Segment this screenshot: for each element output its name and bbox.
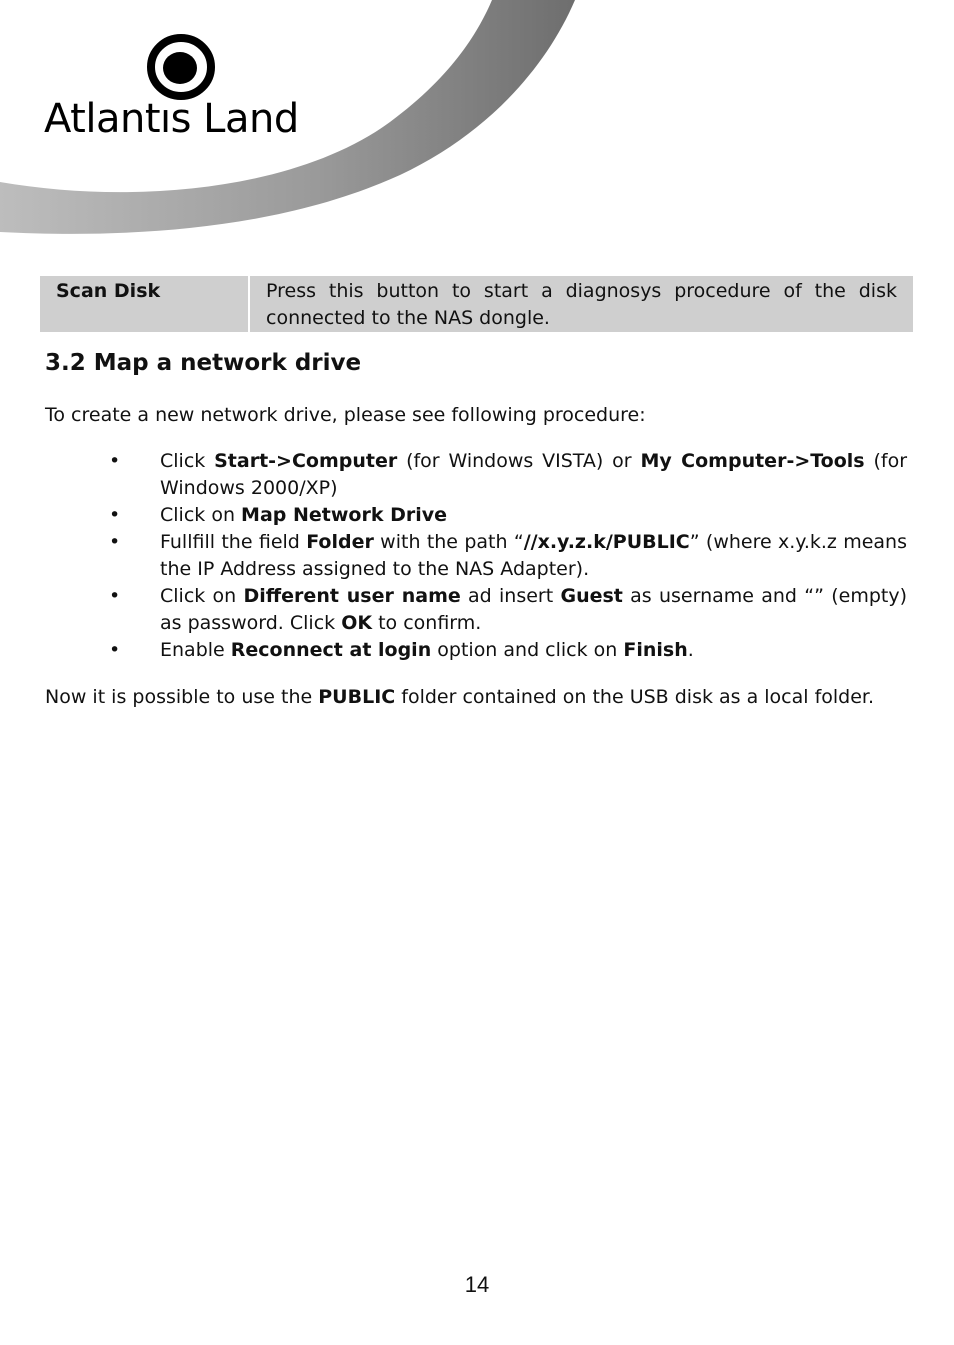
atlantis-land-ring-icon [146,33,216,101]
text-run: (for Windows VISTA) or [397,450,641,472]
bold-term: OK [341,612,373,634]
text-run: with the path “ [373,531,524,553]
text-run: folder contained on the USB disk as a local folder. [395,686,875,708]
bold-term: Finish [623,639,688,661]
page-number: 14 [464,1272,490,1297]
bullet-icon: • [109,639,121,661]
section-heading: 3.2 Map a network drive [45,350,362,376]
list-item [45,448,907,502]
list-item [45,637,907,664]
table-row [40,276,913,332]
bold-term: PUBLIC [318,686,396,708]
bold-term: Folder [306,531,374,553]
text-run: Click on [160,504,242,526]
closing-paragraph [45,684,907,711]
procedure-list [45,448,907,664]
list-item [45,502,907,529]
text-run: Click on [160,585,244,607]
text-run: Now it is possible to use the [45,686,319,708]
text-run: (for Windows 2000/XP) [160,450,908,499]
bold-term: Reconnect at login [230,639,432,661]
list-item [45,529,907,583]
bullet-icon: • [109,585,121,607]
bullet-icon: • [109,504,121,526]
text-run: . [687,639,694,661]
bold-term: Map Network Drive [241,504,447,526]
text-run: option and click on [431,639,624,661]
bold-term: My Computer->Tools [640,450,865,472]
text-run: ” (where x.y.k.z means the IP Address assigned to the NAS Adapter). [160,531,907,580]
bold-term: Guest [560,585,623,607]
bold-term: Start->Computer [214,450,398,472]
text-run: ad insert [460,585,561,607]
text-run: as username and “” (empty) as password. Click [160,585,907,634]
bold-term: //x.y.z.k/PUBLIC [523,531,690,553]
brand-logo-text: Atlantıs Land [44,96,299,142]
bullet-icon: • [109,531,121,553]
bold-term: Different user name [243,585,461,607]
text-run: Fullfill the field [160,531,307,553]
table-description-cell: Press this button to start a diagnosys procedure of the disk connected to the NAS dongle. [266,280,897,329]
text-run: to confirm. [372,612,482,634]
list-item [45,583,907,637]
intro-paragraph: To create a new network drive, please see following procedure: [45,404,646,426]
table-term-cell: Scan Disk [40,276,249,332]
text-run: Enable [160,639,231,661]
definition-table [40,276,913,332]
text-run: Click [160,450,215,472]
bullet-icon: • [109,450,121,472]
